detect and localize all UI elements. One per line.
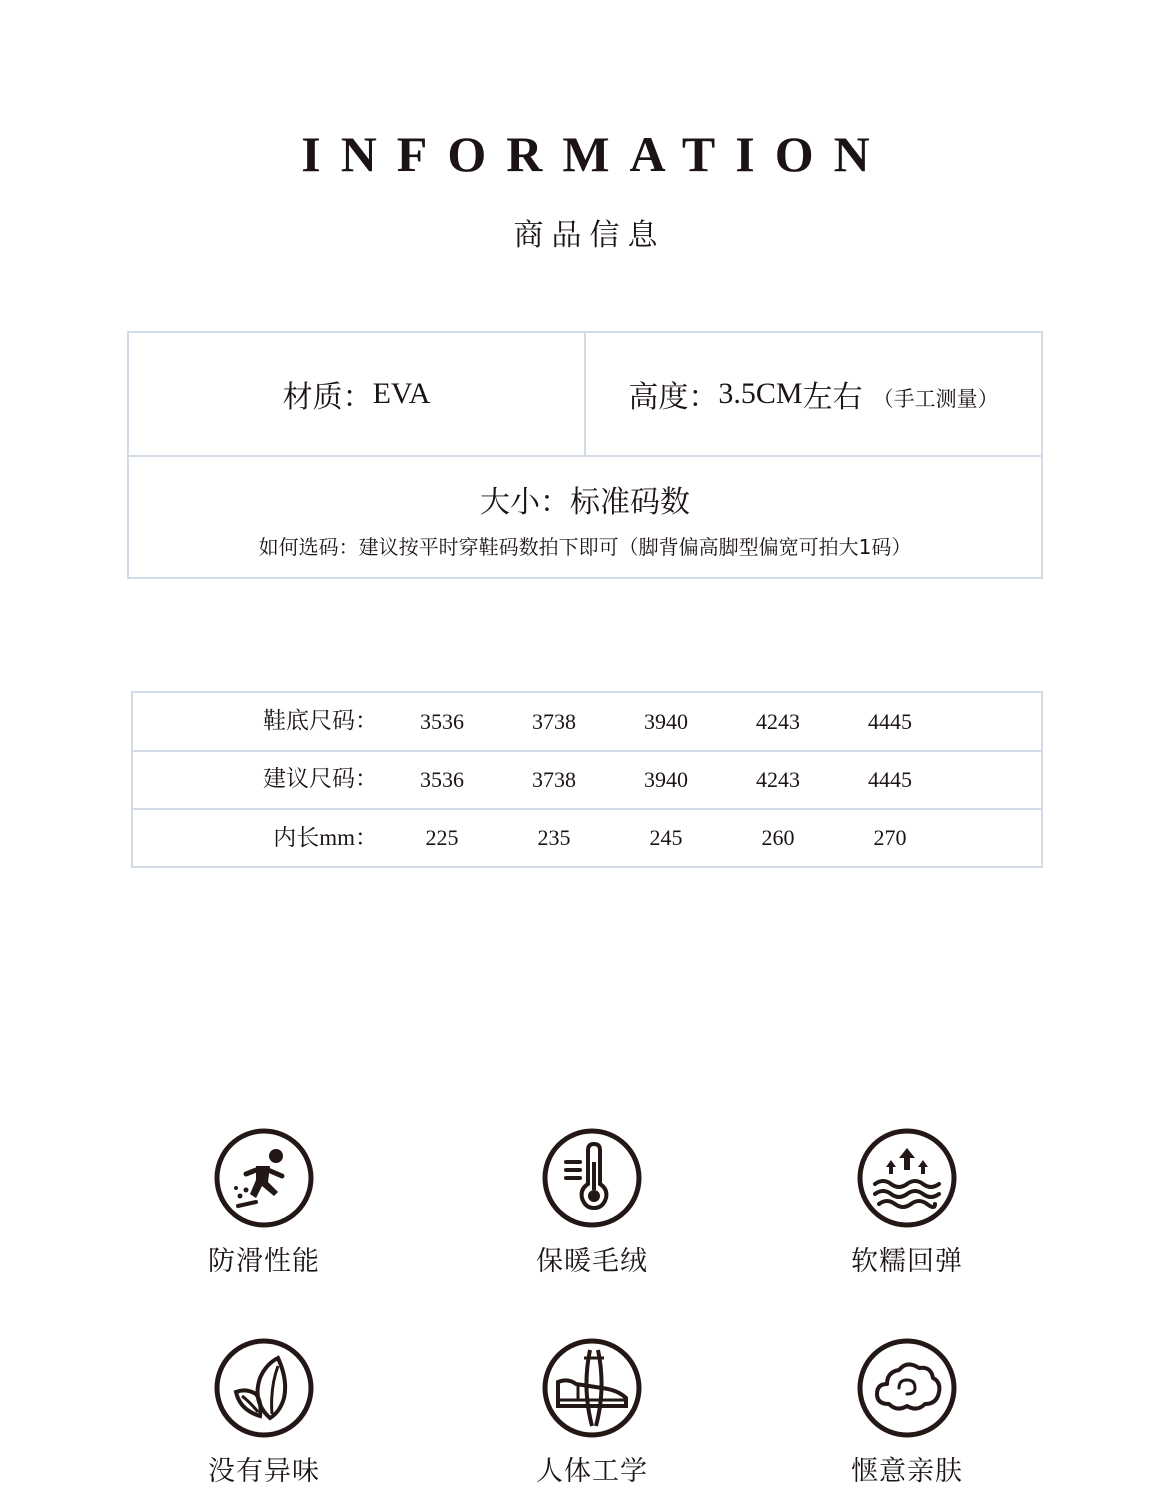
- size-tip: 如何选码：建议按平时穿鞋码数拍下即可（脚背偏高脚型偏宽可拍大1码）: [258, 535, 912, 559]
- feature-label: 保暖毛绒: [536, 1246, 648, 1277]
- height-value: 3.5CM: [718, 377, 803, 410]
- table-cell: 3940: [644, 709, 688, 734]
- table-cell: 3536: [420, 709, 464, 734]
- height-label: 高度：: [628, 380, 719, 415]
- feature-label: 人体工学: [536, 1456, 648, 1487]
- table-cell: 245: [649, 825, 683, 850]
- feature-label: 防滑性能: [208, 1246, 320, 1277]
- info-row-size: [129, 457, 1041, 577]
- table-cell: 235: [537, 825, 571, 850]
- size-table: [131, 691, 1043, 868]
- anti-slip-icon: [212, 1126, 316, 1230]
- leaf-icon: [212, 1336, 316, 1440]
- feature-skin-friendly: [797, 1336, 1017, 1490]
- table-row: [133, 809, 1041, 866]
- thermometer-icon: [540, 1126, 644, 1230]
- row-label: [233, 809, 378, 866]
- height-note: （手工测量）: [872, 387, 999, 411]
- table-cell: 3940: [644, 767, 688, 792]
- row-label-colon: ：: [355, 825, 378, 851]
- row-label-unit: mm: [319, 825, 355, 850]
- feature-label: 惬意亲肤: [851, 1456, 963, 1487]
- feature-anti-slip: [154, 1126, 374, 1280]
- ergonomic-shoe-icon: [540, 1336, 644, 1440]
- row-label: 建议尺码：: [263, 766, 378, 792]
- table-cell: 3738: [532, 767, 576, 792]
- height-suffix: 左右: [802, 380, 863, 415]
- material-cell: [129, 333, 586, 455]
- table-cell: 225: [425, 825, 459, 850]
- table-cell: 270: [873, 825, 907, 850]
- table-row: [133, 751, 1041, 810]
- table-cell: 3536: [420, 767, 464, 792]
- size-line: [129, 483, 1041, 523]
- info-row-top: [129, 333, 1041, 457]
- table-row: [133, 693, 1041, 752]
- table-cell: 260: [761, 825, 795, 850]
- feature-label: 软糯回弹: [851, 1246, 963, 1277]
- table-cell: 4243: [756, 767, 800, 792]
- row-label: 鞋底尺码：: [263, 708, 378, 734]
- table-cell: 4445: [868, 709, 912, 734]
- material-label: 材质：: [282, 380, 373, 415]
- table-cell: 4445: [868, 767, 912, 792]
- page-subtitle: 商品信息: [513, 218, 666, 253]
- height-cell: [586, 333, 1041, 455]
- table-cell: 3738: [532, 709, 576, 734]
- size-label: 大小：: [480, 485, 570, 520]
- product-info-box: [127, 331, 1043, 579]
- row-label-text: 内长: [273, 825, 320, 851]
- table-cell: 4243: [756, 709, 800, 734]
- page-title: INFORMATION: [301, 126, 890, 182]
- feature-ergonomic: [482, 1336, 702, 1490]
- feature-warm-plush: [482, 1126, 702, 1280]
- feature-soft-rebound: [797, 1126, 1017, 1280]
- cloud-icon: [855, 1336, 959, 1440]
- feature-label: 没有异味: [208, 1456, 320, 1487]
- rebound-waves-icon: [855, 1126, 959, 1230]
- size-value: 标准码数: [570, 485, 690, 520]
- material-value: EVA: [372, 377, 431, 410]
- feature-no-odor: [154, 1336, 374, 1490]
